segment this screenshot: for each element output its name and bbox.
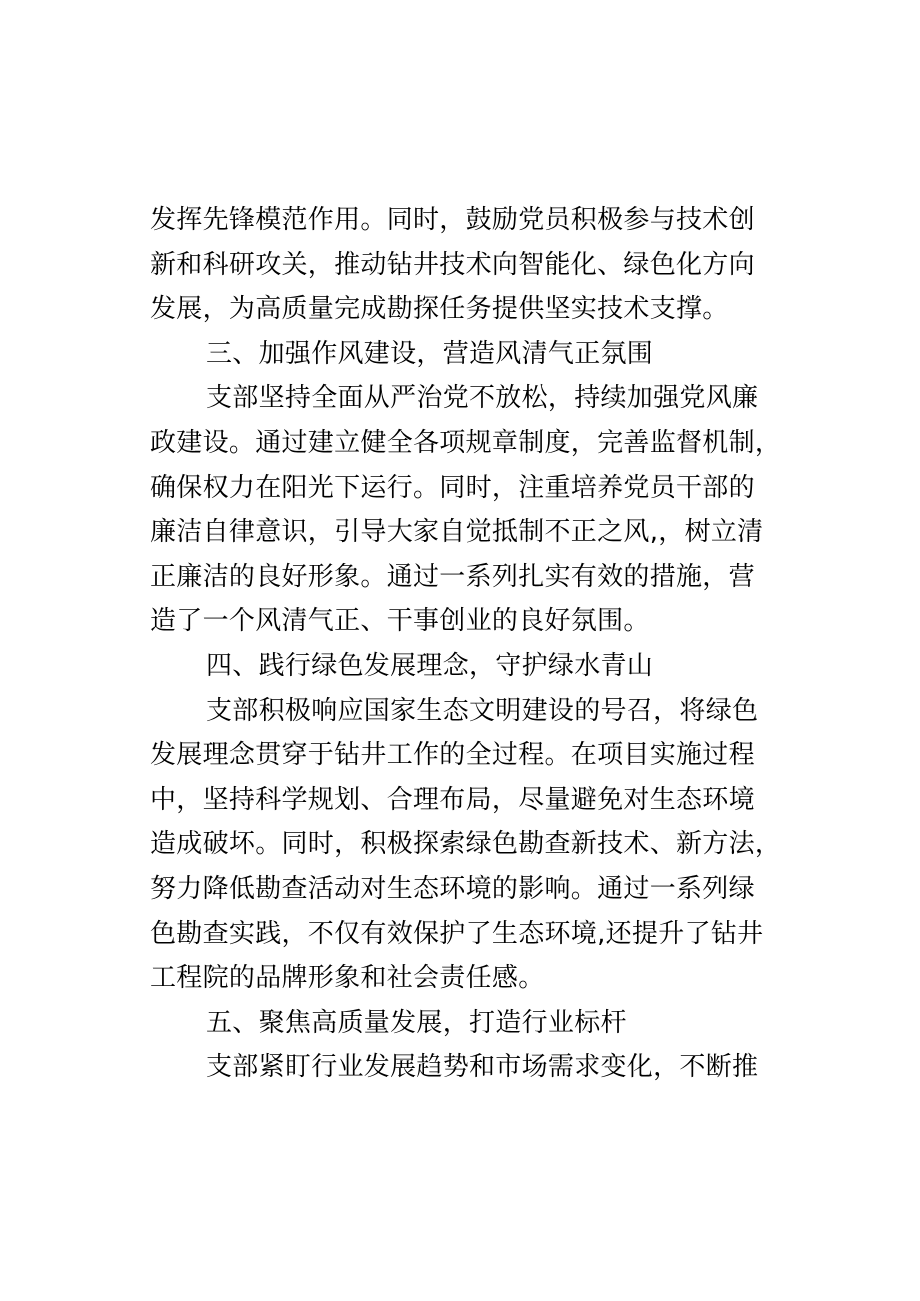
text-line-13: 发展理念贯穿于钻井工作的全过程。在项目实施过程: [150, 740, 755, 771]
text-line-12: 支部积极响应国家生态文明建设的号召，将绿色: [206, 695, 759, 726]
text-line-5: 支部坚持全面从严治党不放松，持续加强党风廉: [206, 383, 759, 414]
section-heading-5: 五、聚焦高质量发展，打造行业标杆: [206, 1007, 627, 1038]
text-line-16: 努力降低勘查活动对生态环境的影响。通过一系列绿: [150, 873, 755, 904]
text-line-15: 造成破坏。同时，积极探索绿色勘查新技术、新方法，: [150, 829, 782, 860]
text-line-1: 发挥先锋模范作用。同时，鼓励党员积极参与技术创: [150, 205, 755, 235]
text-line-18: 工程院的品牌形象和社会责任感。: [150, 963, 545, 994]
text-line-20: 支部紧盯行业发展趋势和市场需求变化，不断推: [206, 1052, 759, 1083]
text-line-10: 造了一个风清气正、干事创业的良好氛围。: [150, 606, 650, 637]
section-heading-3: 三、加强作风建设，营造风清气正氛围: [206, 338, 654, 369]
text-line-8: 廉洁自律意识，引导大家自觉抵制不正之风,，树立清: [150, 517, 764, 548]
text-line-9: 正廉洁的良好形象。通过一系列扎实有效的措施，营: [150, 561, 755, 592]
text-line-7: 确保权力在阳光下运行。同时，注重培养党员干部的: [150, 472, 755, 503]
text-line-3: 发展，为高质量完成勘探任务提供坚实技术支撑。: [150, 294, 729, 325]
text-line-6: 政建设。通过建立健全各项规章制度，完善监督机制，: [150, 427, 782, 458]
section-heading-4: 四、践行绿色发展理念，守护绿水青山: [206, 650, 654, 681]
text-line-17: 色勘查实践，不仅有效保护了生态环境,还提升了钻井: [150, 918, 764, 949]
text-line-14: 中，坚持科学规划、合理布局，尽量避免对生态环境: [150, 784, 755, 815]
text-line-2: 新和科研攻关，推动钻井技术向智能化、绿色化方向: [150, 249, 755, 280]
document-body: [150, 198, 782, 1090]
